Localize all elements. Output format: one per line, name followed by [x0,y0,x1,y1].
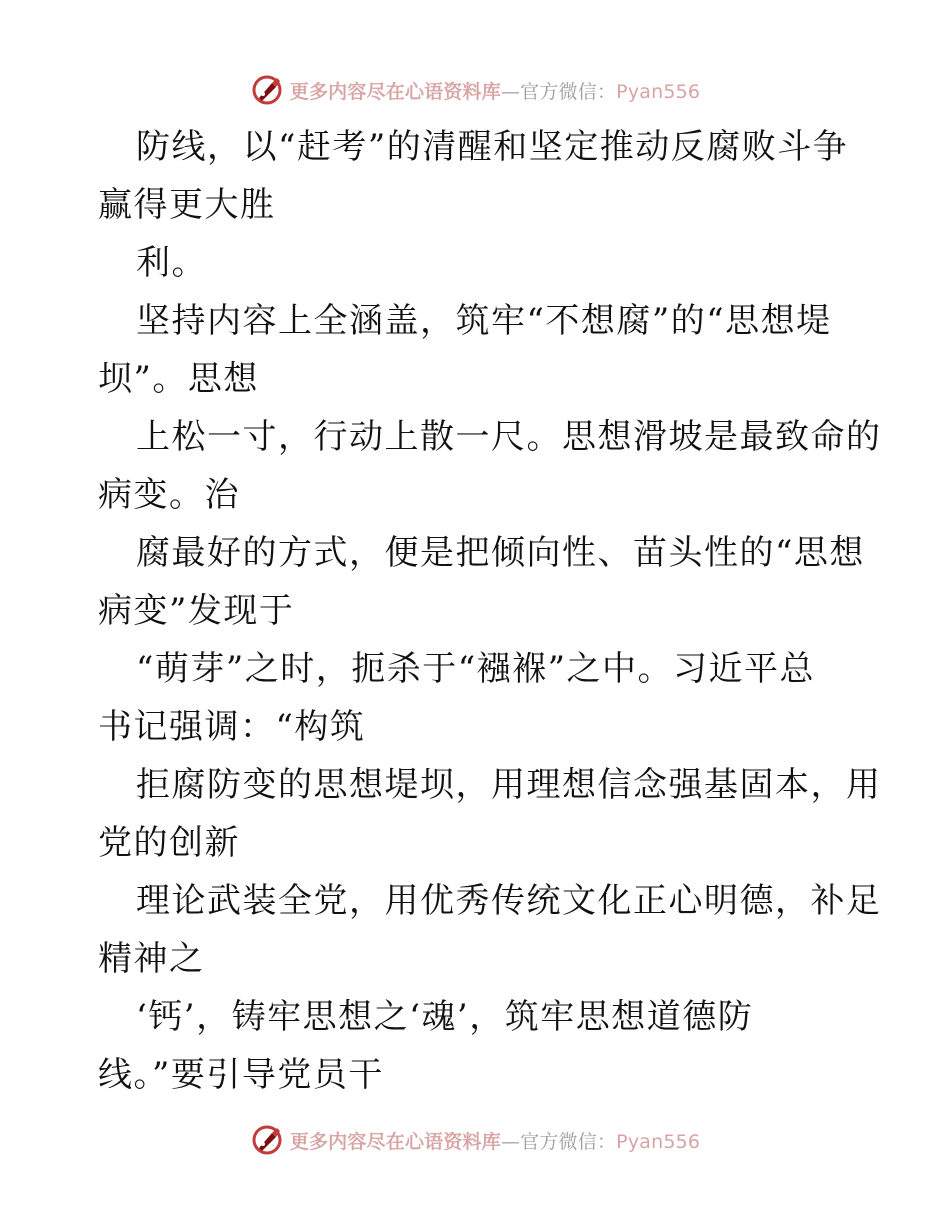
paragraph-line: 坚持内容上全涵盖，筑牢“不想腐”的“思想堤 [136,301,832,341]
watermark-wechat-id: Pyan556 [616,1130,701,1153]
watermark-text [290,77,700,104]
watermark-brand: 更多内容尽在心语资料库 [289,80,501,103]
paragraph-line: 防线，以“赶考”的清醒和坚定推动反腐败斗争 [136,127,849,167]
paragraph-line: 线。”要引导党员干 [98,1055,384,1095]
header-watermark [0,70,950,110]
watermark-official-label: 官方微信： [520,1130,617,1153]
paragraph-line: “萌芽”之时，扼杀于“襁褓”之中。习近平总 [136,649,816,689]
paragraph-line: 坝”。思想 [98,359,259,399]
watermark-dash: — [500,80,521,103]
pen-nib-logo-icon [250,73,284,107]
paragraph-line: 赢得更大胜 [98,185,276,225]
paragraph-line: 上松一寸，行动上散一尺。思想滑坡是最致命的 [136,417,882,457]
paragraph-line: 腐最好的方式，便是把倾向性、苗头性的“思想 [136,533,865,573]
watermark-dash: — [500,1130,521,1153]
watermark-brand: 更多内容尽在心语资料库 [289,1130,501,1153]
paragraph-line: 党的创新 [98,823,240,863]
paragraph-line: 利。 [136,243,207,283]
paragraph-line: 拒腐防变的思想堤坝，用理想信念强基固本，用 [136,765,882,805]
paragraph-line: 病变。治 [98,475,240,515]
paragraph-line: 病变”发现于 [98,591,295,631]
watermark-official-label: 官方微信： [520,80,617,103]
paragraph-line: ‘钙’，铸牢思想之‘魂’，筑牢思想道德防 [136,997,754,1037]
footer-watermark [0,1120,950,1160]
paragraph-line: 书记强调：“构筑 [98,707,366,747]
watermark-wechat-id: Pyan556 [616,80,701,103]
paragraph-line: 精神之 [98,939,205,979]
paragraph-line: 理论武装全党，用优秀传统文化正心明德，补足 [136,881,882,921]
watermark-text [290,1127,700,1154]
document-body [98,118,882,1104]
pen-nib-logo-icon [250,1123,284,1157]
